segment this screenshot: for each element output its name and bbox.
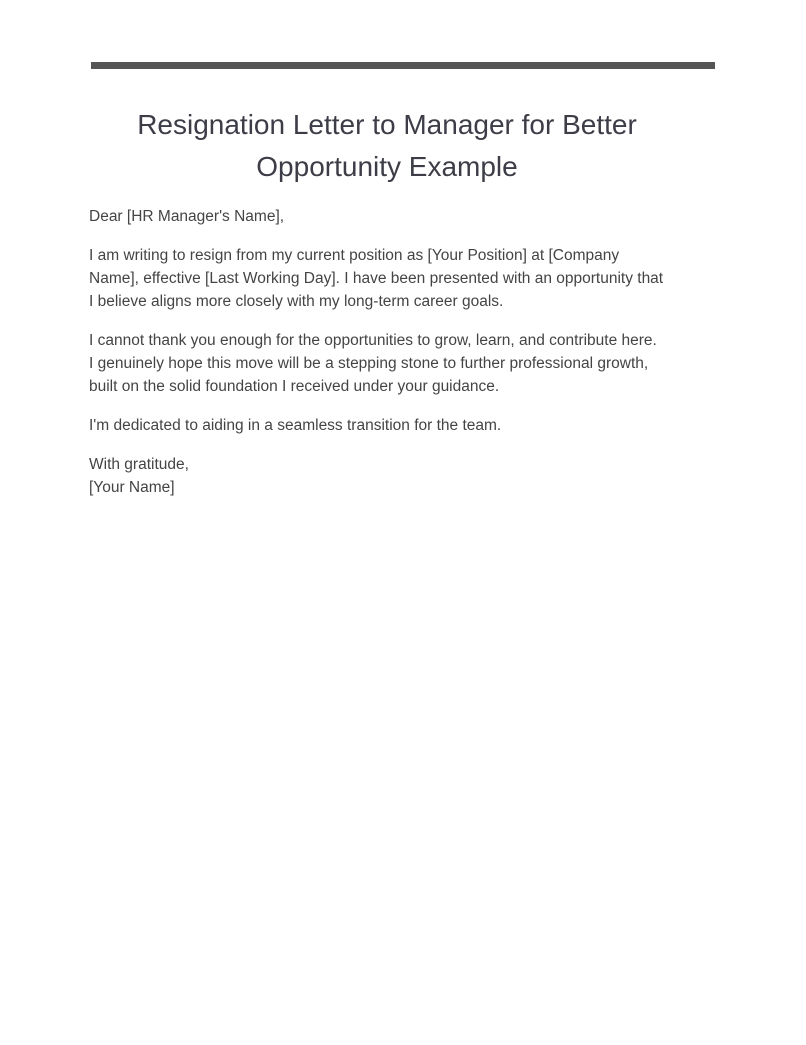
- paragraph-gratitude: [89, 329, 689, 398]
- paragraph-intro: [89, 244, 689, 313]
- paragraph-gratitude-line-3: built on the solid foundation I received under your guidance.: [89, 378, 500, 395]
- salutation: Dear [HR Manager's Name],: [89, 208, 285, 225]
- paragraph-gratitude-line-1: I cannot thank you enough for the opportunities to grow, learn, and contribute here.: [89, 332, 657, 349]
- sign-off: [89, 453, 689, 499]
- document-title: [89, 104, 685, 188]
- paragraph-intro-line-3: I believe aligns more closely with my long-term career goals.: [89, 293, 504, 310]
- paragraph-intro-line-2: Name], effective [Last Working Day]. I have been presented with an opportunity that: [89, 270, 664, 287]
- paragraph-intro-line-1: I am writing to resign from my current position as [Your Position] at [Company: [89, 247, 620, 264]
- top-divider: [91, 62, 715, 69]
- paragraph-transition: I'm dedicated to aiding in a seamless transition for the team.: [89, 417, 502, 434]
- signature: [Your Name]: [89, 479, 175, 496]
- paragraph-gratitude-line-2: I genuinely hope this move will be a stepping stone to further professional growth,: [89, 355, 649, 372]
- letter-body: [89, 205, 689, 515]
- title-line-1: Resignation Letter to Manager for Better: [137, 109, 637, 140]
- closing: With gratitude,: [89, 456, 189, 473]
- title-line-2: Opportunity Example: [256, 151, 518, 182]
